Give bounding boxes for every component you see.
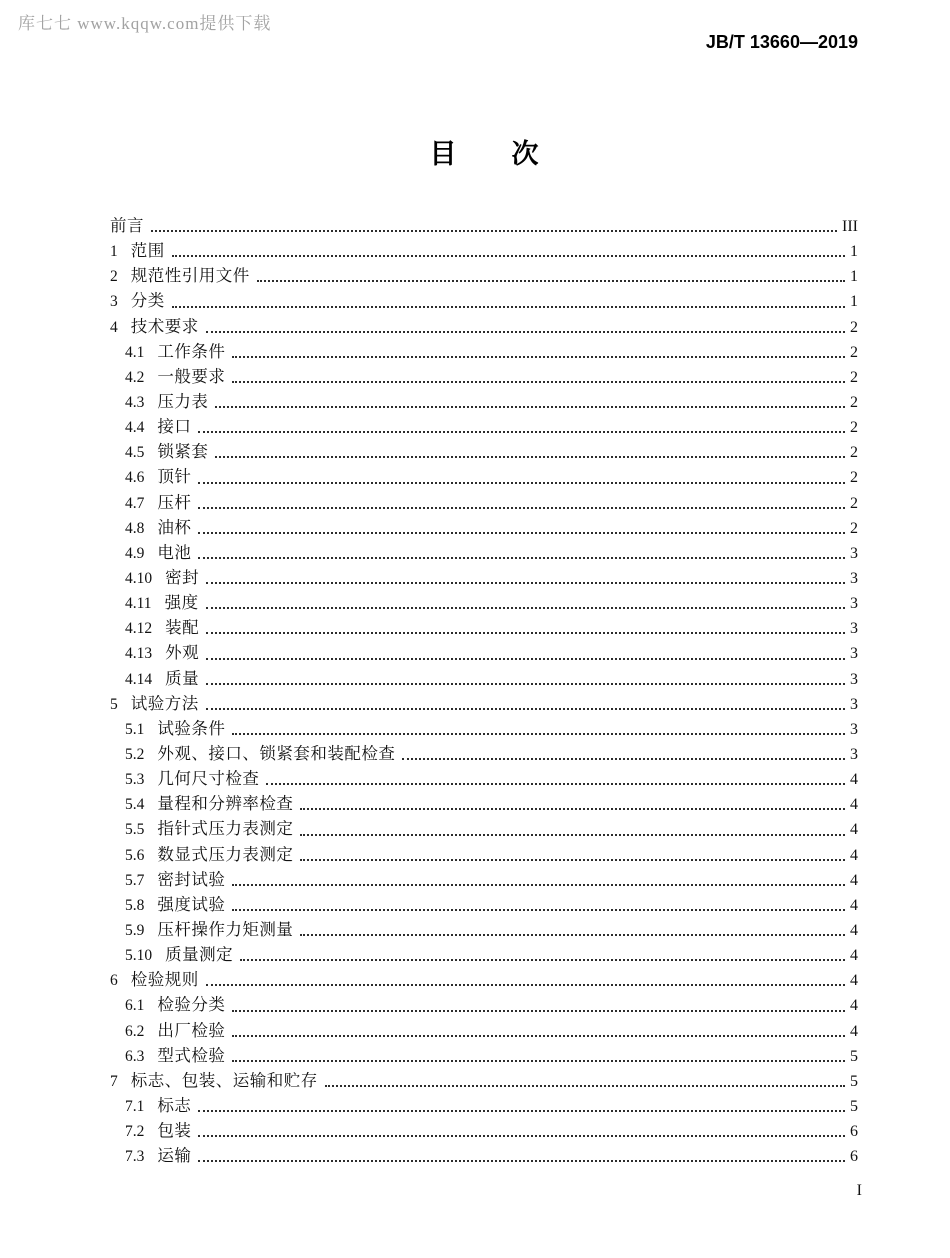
toc-dot-leader bbox=[206, 658, 845, 660]
toc-row[interactable] bbox=[110, 1142, 858, 1167]
toc-entry-page: 2 bbox=[850, 419, 858, 437]
toc-entry-number: 2 bbox=[110, 268, 118, 286]
toc-dot-leader bbox=[172, 306, 845, 308]
toc-entry-page: 3 bbox=[850, 745, 858, 763]
toc-entry-number: 1 bbox=[110, 243, 118, 261]
toc-row[interactable] bbox=[110, 690, 858, 715]
toc-entry-page: 4 bbox=[850, 821, 858, 839]
toc-entry-page: 4 bbox=[850, 921, 858, 939]
toc-row[interactable] bbox=[110, 614, 858, 639]
toc-entry-page: 3 bbox=[850, 695, 858, 713]
toc-entry-number: 5.2 bbox=[125, 745, 145, 763]
toc-dot-leader bbox=[215, 406, 845, 408]
toc-entry-number: 5.9 bbox=[125, 921, 145, 939]
toc-entry-label: 分类 bbox=[130, 291, 165, 311]
toc-row[interactable] bbox=[110, 715, 858, 740]
toc-dot-leader bbox=[325, 1085, 845, 1087]
toc-entry-number: 7.2 bbox=[125, 1123, 145, 1141]
toc-entry-label: 技术要求 bbox=[130, 316, 199, 336]
toc-entry-number: 4.2 bbox=[125, 368, 145, 386]
toc-entry-number: 4.8 bbox=[125, 519, 145, 537]
toc-dot-leader bbox=[215, 456, 845, 458]
toc-row[interactable] bbox=[110, 790, 858, 815]
toc-entry-page: 4 bbox=[850, 1022, 858, 1040]
toc-entry-number: 4.6 bbox=[125, 469, 145, 487]
toc-dot-leader bbox=[172, 255, 845, 257]
toc-entry-page: 4 bbox=[850, 771, 858, 789]
toc-entry-page: 6 bbox=[850, 1148, 858, 1166]
toc-entry-label: 质量测定 bbox=[165, 945, 234, 965]
toc-dot-leader bbox=[198, 507, 845, 509]
toc-entry-label: 试验条件 bbox=[157, 718, 226, 738]
toc-entry-label: 装配 bbox=[165, 618, 200, 638]
toc-dot-leader bbox=[198, 1135, 845, 1137]
toc-entry-label: 密封试验 bbox=[157, 869, 226, 889]
toc-row[interactable] bbox=[110, 841, 858, 866]
toc-entry-number: 4 bbox=[110, 318, 118, 336]
toc-row[interactable] bbox=[110, 891, 858, 916]
toc-entry-label: 质量 bbox=[165, 668, 200, 688]
toc-dot-leader bbox=[232, 733, 845, 735]
toc-dot-leader bbox=[232, 356, 845, 358]
toc-entry-page: 4 bbox=[850, 972, 858, 990]
toc-entry-number: 5.4 bbox=[125, 796, 145, 814]
toc-entry-number: 4.13 bbox=[125, 645, 153, 663]
toc-dot-leader bbox=[402, 758, 845, 760]
toc-entry-number: 7.1 bbox=[125, 1097, 145, 1115]
toc-entry-label: 油杯 bbox=[157, 517, 192, 537]
toc-dot-leader bbox=[232, 1010, 845, 1012]
toc-dot-leader bbox=[198, 1110, 845, 1112]
toc-entry-page: 3 bbox=[850, 645, 858, 663]
toc-entry-label: 压杆 bbox=[157, 492, 192, 512]
toc-entry-number: 5.3 bbox=[125, 771, 145, 789]
toc-entry-number: 5.5 bbox=[125, 821, 145, 839]
toc-entry-label: 检验规则 bbox=[130, 970, 199, 990]
toc-entry-number: 5.8 bbox=[125, 896, 145, 914]
toc-entry-page: 4 bbox=[850, 947, 858, 965]
toc-entry-page: 3 bbox=[850, 595, 858, 613]
toc-row[interactable] bbox=[110, 212, 858, 237]
toc-entry-number: 6.1 bbox=[125, 997, 145, 1015]
toc-row[interactable] bbox=[110, 966, 858, 991]
toc-entry-page: 2 bbox=[850, 343, 858, 361]
toc-row[interactable] bbox=[110, 1017, 858, 1042]
toc-entry-page: 3 bbox=[850, 620, 858, 638]
toc-entry-label: 量程和分辨率检查 bbox=[157, 794, 294, 814]
document-number: JB/T 13660—2019 bbox=[705, 32, 858, 52]
toc-row[interactable] bbox=[110, 589, 858, 614]
toc-entry-page: 4 bbox=[850, 896, 858, 914]
toc-entry-number: 5.7 bbox=[125, 871, 145, 889]
toc-entry-label: 规范性引用文件 bbox=[130, 266, 250, 286]
toc-entry-label: 检验分类 bbox=[157, 995, 226, 1015]
toc-entry-page: 4 bbox=[850, 997, 858, 1015]
toc-entry-number: 5.10 bbox=[125, 947, 153, 965]
toc-entry-page: 3 bbox=[850, 720, 858, 738]
toc-dot-leader bbox=[232, 1060, 845, 1062]
toc-entry-label: 强度 bbox=[164, 593, 199, 613]
toc-entry-page: 4 bbox=[850, 871, 858, 889]
toc-row[interactable] bbox=[110, 388, 858, 413]
toc-entry-label: 标志、包装、运输和贮存 bbox=[130, 1070, 318, 1090]
toc-dot-leader bbox=[198, 532, 845, 534]
toc-entry-number: 4.7 bbox=[125, 494, 145, 512]
toc-dot-leader bbox=[240, 959, 845, 961]
toc-entry-number: 7 bbox=[110, 1072, 118, 1090]
toc-entry-label: 试验方法 bbox=[130, 693, 199, 713]
toc-entry-label: 外观 bbox=[165, 643, 200, 663]
toc-dot-leader bbox=[198, 1160, 845, 1162]
toc-entry-label: 范围 bbox=[130, 241, 165, 261]
toc-dot-leader bbox=[198, 482, 845, 484]
toc-row[interactable] bbox=[110, 1042, 858, 1067]
toc-row[interactable] bbox=[110, 514, 858, 539]
toc-entry-number: 4.5 bbox=[125, 444, 145, 462]
toc-entry-page: 2 bbox=[850, 494, 858, 512]
toc-row[interactable] bbox=[110, 740, 858, 765]
toc-entry-label: 压力表 bbox=[157, 391, 209, 411]
toc-dot-leader bbox=[300, 934, 845, 936]
toc-entry-page: 5 bbox=[850, 1047, 858, 1065]
toc-entry-number: 4.4 bbox=[125, 419, 145, 437]
toc-entry-label: 包装 bbox=[157, 1121, 192, 1141]
toc-dot-leader bbox=[198, 431, 845, 433]
toc-entry-label: 型式检验 bbox=[157, 1045, 226, 1065]
toc-dot-leader bbox=[206, 607, 845, 609]
toc-entry-page: 4 bbox=[850, 846, 858, 864]
toc-entry-page: III bbox=[842, 218, 858, 235]
toc-row[interactable] bbox=[110, 815, 858, 840]
toc-entry-number: 6 bbox=[110, 972, 118, 990]
toc-entry-number: 4.9 bbox=[125, 544, 145, 562]
toc-entry-label: 数显式压力表测定 bbox=[157, 844, 294, 864]
toc-row[interactable] bbox=[110, 765, 858, 790]
toc-entry-page: 3 bbox=[850, 544, 858, 562]
toc-entry-label: 工作条件 bbox=[157, 341, 226, 361]
toc-dot-leader bbox=[206, 984, 845, 986]
toc-entry-number: 5.6 bbox=[125, 846, 145, 864]
toc-dot-leader bbox=[206, 331, 845, 333]
toc-row[interactable] bbox=[110, 338, 858, 363]
toc-entry-label: 顶针 bbox=[157, 467, 192, 487]
toc-row[interactable] bbox=[110, 539, 858, 564]
toc-entry-page: 2 bbox=[850, 469, 858, 487]
toc-row[interactable] bbox=[110, 363, 858, 388]
toc-entry-page: 1 bbox=[850, 243, 858, 261]
toc-dot-leader bbox=[198, 557, 845, 559]
toc-row[interactable] bbox=[110, 287, 858, 312]
toc-row[interactable] bbox=[110, 665, 858, 690]
toc-entry-label: 外观、接口、锁紧套和装配检查 bbox=[157, 743, 396, 763]
toc-entry-label: 强度试验 bbox=[157, 894, 226, 914]
toc-row[interactable] bbox=[110, 489, 858, 514]
toc-entry-label: 几何尺寸检查 bbox=[157, 769, 260, 789]
toc-entry-number: 5.1 bbox=[125, 720, 145, 738]
toc-entry-label: 前言 bbox=[110, 216, 144, 235]
toc-entry-number: 4.14 bbox=[125, 670, 153, 688]
toc-dot-leader bbox=[300, 834, 845, 836]
toc-entry-number: 4.3 bbox=[125, 393, 145, 411]
toc-entry-label: 压杆操作力矩测量 bbox=[157, 919, 294, 939]
toc-dot-leader bbox=[266, 783, 845, 785]
toc-entry-label: 锁紧套 bbox=[157, 442, 209, 462]
toc-list bbox=[110, 212, 858, 1167]
toc-dot-leader bbox=[206, 582, 845, 584]
toc-row[interactable] bbox=[110, 463, 858, 488]
toc-entry-page: 1 bbox=[850, 293, 858, 311]
toc-row[interactable] bbox=[110, 639, 858, 664]
toc-row[interactable] bbox=[110, 313, 858, 338]
toc-dot-leader bbox=[151, 230, 837, 232]
toc-dot-leader bbox=[206, 632, 845, 634]
toc-entry-label: 密封 bbox=[165, 567, 200, 587]
toc-entry-label: 标志 bbox=[157, 1095, 192, 1115]
toc-entry-label: 接口 bbox=[157, 417, 192, 437]
toc-dot-leader bbox=[232, 381, 845, 383]
toc-entry-label: 一般要求 bbox=[157, 366, 226, 386]
toc-entry-number: 4.1 bbox=[125, 343, 145, 361]
toc-row[interactable] bbox=[110, 941, 858, 966]
toc-row[interactable] bbox=[110, 1067, 858, 1092]
toc-row[interactable] bbox=[110, 916, 858, 941]
toc-entry-number: 7.3 bbox=[125, 1148, 145, 1166]
toc-entry-page: 2 bbox=[850, 444, 858, 462]
toc-row[interactable] bbox=[110, 866, 858, 891]
toc-row[interactable] bbox=[110, 262, 858, 287]
toc-entry-page: 2 bbox=[850, 393, 858, 411]
toc-dot-leader bbox=[232, 884, 845, 886]
toc-dot-leader bbox=[232, 1035, 845, 1037]
toc-entry-page: 2 bbox=[850, 368, 858, 386]
toc-entry-label: 电池 bbox=[157, 542, 192, 562]
toc-entry-number: 3 bbox=[110, 293, 118, 311]
toc-entry-page: 1 bbox=[850, 268, 858, 286]
toc-entry-label: 运输 bbox=[157, 1146, 192, 1166]
toc-entry-page: 2 bbox=[850, 318, 858, 336]
toc-row[interactable] bbox=[110, 564, 858, 589]
toc-row[interactable] bbox=[110, 438, 858, 463]
page-title: 目 次 bbox=[429, 139, 553, 169]
toc-row[interactable] bbox=[110, 991, 858, 1016]
toc-entry-page: 4 bbox=[850, 796, 858, 814]
toc-dot-leader bbox=[300, 808, 845, 810]
toc-row[interactable] bbox=[110, 413, 858, 438]
toc-dot-leader bbox=[257, 280, 845, 282]
toc-row[interactable] bbox=[110, 1117, 858, 1142]
toc-dot-leader bbox=[206, 708, 845, 710]
toc-entry-page: 5 bbox=[850, 1097, 858, 1115]
toc-entry-number: 4.12 bbox=[125, 620, 153, 638]
toc-row[interactable] bbox=[110, 237, 858, 262]
toc-row[interactable] bbox=[110, 1092, 858, 1117]
toc-entry-number: 4.10 bbox=[125, 569, 153, 587]
toc-entry-number: 4.11 bbox=[125, 595, 152, 613]
toc-dot-leader bbox=[232, 909, 845, 911]
toc-entry-page: 6 bbox=[850, 1123, 858, 1141]
toc-entry-page: 3 bbox=[850, 569, 858, 587]
toc-entry-number: 6.2 bbox=[125, 1022, 145, 1040]
toc-entry-number: 5 bbox=[110, 695, 118, 713]
toc-entry-page: 2 bbox=[850, 519, 858, 537]
toc-dot-leader bbox=[300, 859, 845, 861]
watermark-text: 库七七 www.kqqw.com提供下载 bbox=[18, 14, 272, 33]
toc-entry-label: 出厂检验 bbox=[157, 1020, 226, 1040]
toc-entry-page: 3 bbox=[850, 670, 858, 688]
toc-entry-number: 6.3 bbox=[125, 1047, 145, 1065]
toc-entry-label: 指针式压力表测定 bbox=[157, 819, 294, 839]
toc-dot-leader bbox=[206, 683, 845, 685]
footer-page-number: I bbox=[856, 1182, 862, 1199]
toc-entry-page: 5 bbox=[850, 1072, 858, 1090]
